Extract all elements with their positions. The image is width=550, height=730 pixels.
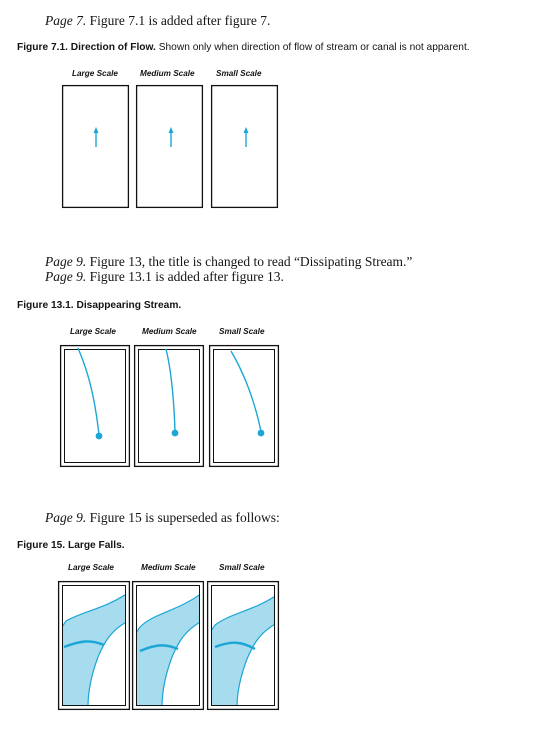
caption-figure-13-1 (17, 300, 181, 311)
label-large-scale: Large Scale (68, 563, 114, 572)
label-large-scale: Large Scale (70, 327, 116, 336)
flow-arrow-icon (169, 127, 174, 147)
caption-figure-15 (17, 540, 125, 551)
caption-figure-7-1 (17, 42, 470, 53)
label-medium-scale: Medium Scale (141, 563, 196, 572)
note-text: Figure 7.1 is added after figure 7. (86, 13, 271, 28)
disappearing-stream-icon (166, 349, 178, 436)
page-ref: Page 9. (45, 510, 87, 525)
falls-panel-large (58, 581, 130, 710)
label-large-scale: Large Scale (72, 69, 118, 78)
label-medium-scale: Medium Scale (142, 327, 197, 336)
flow-arrow-icon (244, 127, 249, 147)
falls-panel-small (207, 581, 279, 710)
caption-label: Figure 15. (17, 540, 66, 551)
large-falls-icon (62, 593, 128, 707)
note-text: Figure 13, the title is changed to read “Dissipating Stream.” (86, 254, 413, 269)
flow-panel-small (211, 85, 278, 208)
caption-label: Figure 13.1. (17, 300, 74, 311)
disappearing-stream-icon (78, 348, 102, 439)
note-figure-7-1 (45, 13, 270, 29)
note-text: Figure 15 is superseded as follows: (86, 510, 280, 525)
stream-panel-small (209, 345, 279, 467)
flow-panel-medium (136, 85, 203, 208)
flow-panel-large (62, 85, 129, 208)
note-figure-13-1 (45, 269, 284, 285)
note-figure-15 (45, 510, 280, 526)
disappearing-stream-icon (231, 351, 264, 436)
label-small-scale: Small Scale (219, 327, 265, 336)
large-falls-icon (136, 593, 202, 707)
stream-panel-large (60, 345, 130, 467)
falls-panel-medium (132, 581, 204, 710)
caption-text: Shown only when direction of flow of stream or canal is not apparent. (155, 42, 470, 53)
flow-arrow-icon (94, 127, 99, 147)
page-ref: Page 7. (45, 13, 87, 28)
page-ref: Page 9. (45, 269, 87, 284)
stream-panel-medium (134, 345, 204, 467)
caption-label: Figure 7.1. (17, 42, 68, 53)
caption-title: Disappearing Stream. (76, 300, 182, 311)
label-small-scale: Small Scale (216, 69, 262, 78)
caption-title: Direction of Flow. (70, 42, 156, 53)
large-falls-icon (211, 595, 277, 707)
label-medium-scale: Medium Scale (140, 69, 195, 78)
caption-title: Large Falls. (67, 540, 125, 551)
note-text: Figure 13.1 is added after figure 13. (86, 269, 284, 284)
note-figure-13-title (45, 254, 412, 270)
page-ref: Page 9. (45, 254, 87, 269)
label-small-scale: Small Scale (219, 563, 265, 572)
